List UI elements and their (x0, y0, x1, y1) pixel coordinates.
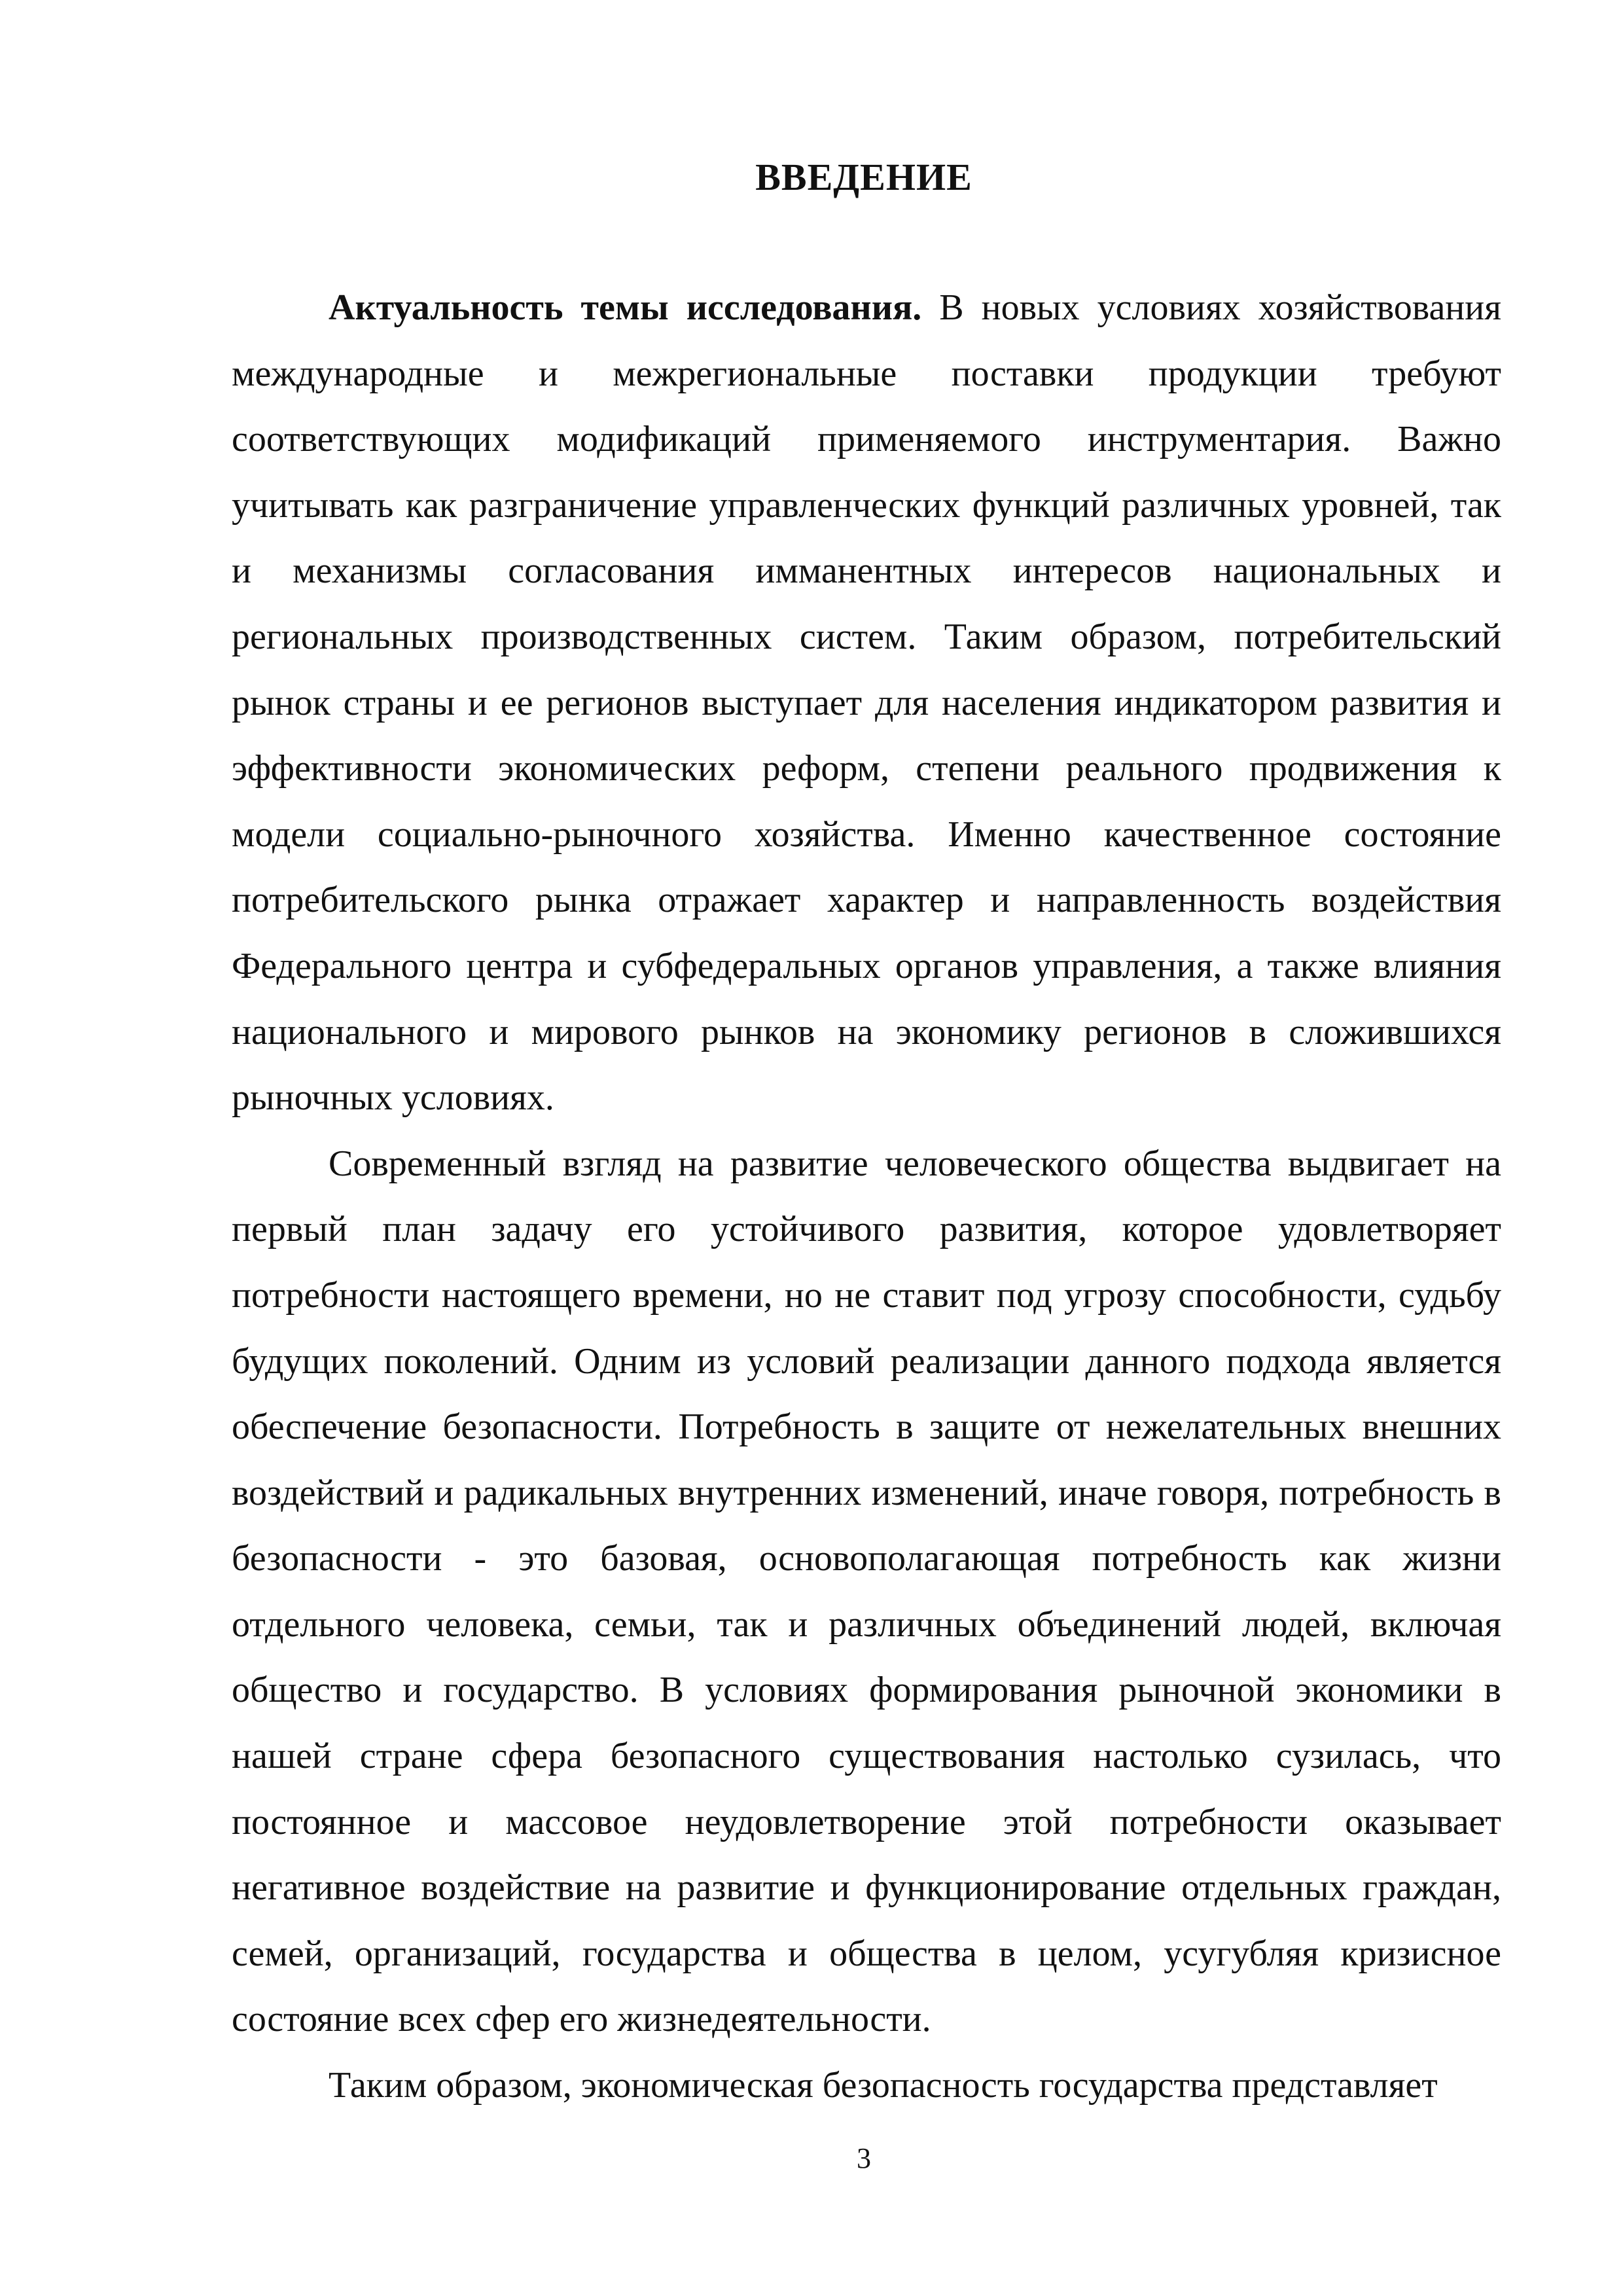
paragraph-text: Таким образом, экономическая безопасность государства представляет (329, 2065, 1438, 2106)
paragraph-relevance (232, 275, 1501, 1131)
paragraph-conclusion (232, 2053, 1501, 2119)
paragraph-text: Современный взгляд на развитие человеческого общества выдвигает на первый план задачу его устойчивого развития, которое удовлетворяет потребности настоящего времени, но не ставит под угрозу способности, судьбу будущих поколений. Одним из условий реализации данного подхода является обеспечение безопасности. Потребность в защите от нежелательных внешних воздействий и радикальных внутренних изменений, иначе говоря, потребность в безопасности - это базовая, основополагающая потребность как жизни отдельного человека, семьи, так и различных объединений людей, включая общество и государство. В условиях формирования рыночной экономики в нашей стране сфера безопасного существования настолько сузилась, что постоянное и массовое неудовлетворение этой потребности оказывает негативное воздействие на развитие и функционирование отдельных граждан, семей, организаций, государства и общества в целом, усугубляя кризисное состояние всех сфер его жизнедеятельности. (232, 1143, 1501, 2040)
paragraph-modern-view (232, 1131, 1501, 2053)
paragraph-lead: Актуальность темы исследования. (329, 287, 922, 328)
paragraph-text: В новых условиях хозяйствования международные и межрегиональные поставки продукции требуют соответствующих модификаций применяемого инструментария. Важно учитывать как разграничение управленческих функций различных уровней, так и механизмы согласования имманентных интересов национальных и региональных производственных систем. Таким образом, потребительский рынок страны и ее регионов выступает для населения индикатором развития и эффективности экономических реформ, степени реального продвижения к модели социально-рыночного хозяйства. Именно качественное состояние потребительского рынка отражает характер и направленность воздействия Федерального центра и субфедеральных органов управления, а также влияния национального и мирового рынков на экономику регионов в сложившихся рыночных условиях. (232, 287, 1501, 1119)
page-heading: ВВЕДЕНИЕ (755, 156, 972, 198)
body-text (232, 275, 1501, 2119)
page-number: 3 (857, 2142, 871, 2174)
